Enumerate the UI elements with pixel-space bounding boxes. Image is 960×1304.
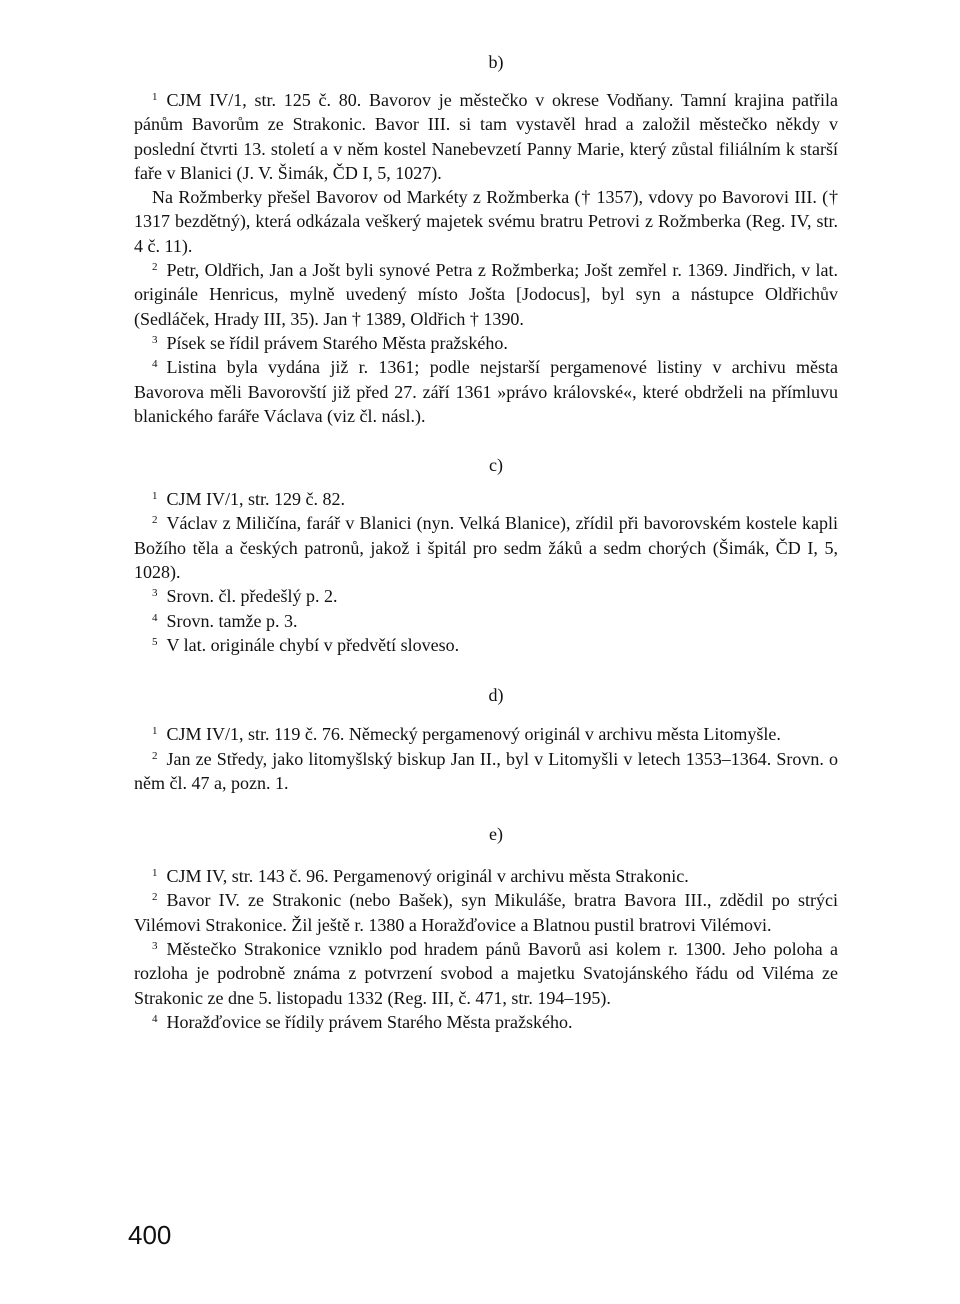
footnote-text: CJM IV/1, str. 119 č. 76. Německý pergamenový originál v archivu města Litomyšle. (166, 724, 781, 745)
footnote-text: CJM IV/1, str. 125 č. 80. Bavorov je městečko v okrese Vodňany. Tamní krajina patřila pánům Bavorům ze Strakonic. Bavor III. si tam vystavěl hrad a založil městečko někdy v poslední čtvrti 13. století a v něm kostel Nanebevzetí Panny Marie, který zůstal filiálním k starší faře v Blanici (J. V. Šimák, ČD I, 5, 1027). (134, 90, 838, 183)
footnote-number: 1 (152, 490, 158, 503)
footnote-number: 2 (152, 891, 158, 904)
footnote (134, 1010, 838, 1034)
footnote (134, 937, 838, 1010)
footnote-number: 3 (152, 333, 158, 346)
footnote-text: Petr, Oldřich, Jan a Jošt byli synové Petra z Rožmberka; Jošt zemřel r. 1369. Jindřich, v lat. originále Henricus, mylně uvedený místo Jošta [Jodocus], byl syn a nástupce Oldřichův (Sedláček, Hrady III, 35). Jan † 1389, Oldřich † 1390. (134, 260, 838, 329)
section-heading-c: c) (489, 455, 503, 476)
footnote-text: CJM IV/1, str. 129 č. 82. (166, 489, 346, 510)
page-number: 400 (128, 1220, 172, 1250)
footnote (134, 633, 838, 657)
footnote (134, 355, 838, 428)
footnote-number: 3 (152, 940, 158, 953)
footnote-text: Písek se řídil právem Starého Města pražského. (166, 332, 508, 353)
footnote-text: Srovn. tamže p. 3. (166, 610, 298, 631)
footnote-number: 5 (152, 635, 158, 648)
footnote-text: Bavor IV. ze Strakonic (nebo Bašek), syn Mikuláše, bratra Bavora III., zdědil po strýci Vilémovi Strakonice. Žil ještě r. 1380 a Horažďovice a Blatnou pustil bratrovi Vilémovi. (134, 890, 838, 935)
footnote-text: Václav z Miličína, farář v Blanici (nyn. Velká Blanice), zřídil při bavorovském kostele kapli Božího těla a českých patronů, jakož i špitál pro sedm žáků a sedm chorých (Šimák, ČD I, 5, 1028). (134, 513, 838, 583)
footnote (134, 747, 838, 796)
footnote-continuation (134, 185, 838, 258)
section-heading-b: b) (488, 52, 504, 72)
footnote (134, 487, 838, 511)
footnote-text: Na Rožmberky přešel Bavorov od Markéty z Rožmberka († 1357), vdovy po Bavorovi III. († 1317 bezdětný), která odkázala veškerý majetek svému bratru Petrovi z Rožmberka (Reg. IV, str. 4 č. 11). (134, 187, 838, 256)
footnote (134, 511, 838, 584)
footnote-number: 1 (152, 725, 158, 738)
footnote-number: 4 (152, 358, 158, 371)
footnote (134, 722, 838, 746)
footnote-text: V lat. originále chybí v předvětí sloveso. (166, 634, 460, 655)
footnote-number: 2 (152, 749, 158, 762)
footnote-text: Srovn. čl. předešlý p. 2. (166, 586, 338, 607)
footnote-text: Městečko Strakonice vzniklo pod hradem pánů Bavorů asi kolem r. 1300. Jeho poloha a rozloha je podrobně známa z potvrzení svobod a majetku Svatojánského řádu od Viléma ze Strakonic ze dne 5. listopadu 1332 (Reg. III, č. 471, str. 194–195). (134, 939, 838, 1008)
footnote (134, 864, 838, 888)
footnote (134, 258, 838, 331)
footnote (134, 331, 838, 355)
footnote-number: 1 (152, 91, 158, 103)
section-heading-e: e) (489, 824, 503, 845)
footnote-number: 2 (152, 261, 158, 274)
footnote (134, 88, 838, 185)
footnote-text: CJM IV, str. 143 č. 96. Pergamenový originál v archivu města Strakonic. (166, 866, 689, 887)
footnote-text: Listina byla vydána již r. 1361; podle nejstarší pergamenové listiny v archivu města Bavorova měli Bavorovští již před 27. září 1361 »právo královské«, které obdrželi na přímluvu blanického faráře Václava (viz čl. násl.). (134, 357, 838, 426)
footnote-number: 3 (152, 587, 158, 600)
footnote-text: Jan ze Středy, jako litomyšlský biskup Jan II., byl v Litomyšli v letech 1353–1364. Srovn. o něm čl. 47 a, pozn. 1. (134, 748, 838, 793)
page-body (134, 42, 838, 1034)
footnote (134, 609, 838, 633)
footnote (134, 888, 838, 937)
section-heading-d: d) (488, 685, 504, 706)
footnote-text: Horažďovice se řídily právem Starého Města pražského. (166, 1011, 573, 1032)
footnote (134, 584, 838, 608)
footnote-number: 1 (152, 867, 158, 880)
footnote-number: 4 (152, 1012, 158, 1025)
footnote-number: 4 (152, 611, 158, 624)
footnote-number: 2 (152, 514, 158, 527)
